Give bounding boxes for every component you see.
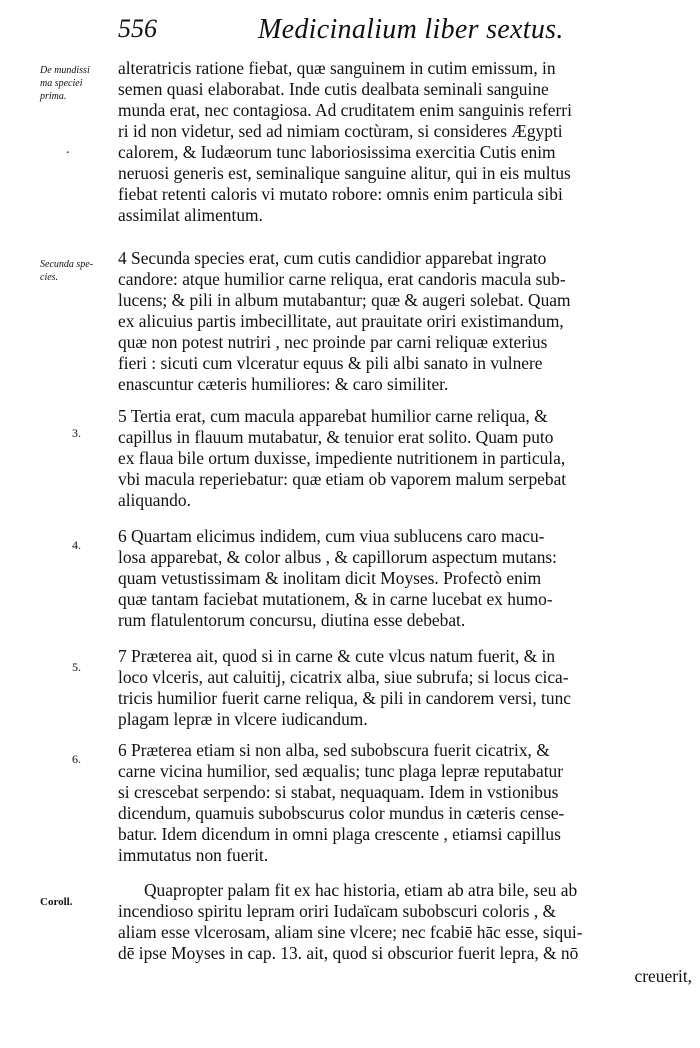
text-line: munda erat, nec contagiosa. Ad cruditatem enim sanguinis referri [118, 100, 572, 120]
text-line: loco vlceris, aut caluitij, cicatrix alba, siue subrufa; si locus cica- [118, 667, 569, 687]
margin-note-line: Secunda spe- [40, 259, 94, 270]
text-line: semen quasi elaborabat. Inde cutis dealbata seminali sanguine [118, 79, 549, 99]
text-line: assimilat alimentum. [118, 205, 263, 225]
text-line: aliquando. [118, 490, 191, 510]
text-line: candore: atque humilior carne reliqua, erat candoris macula sub- [118, 269, 566, 289]
text-line: enascuntur cæteris humiliores: & caro similiter. [118, 374, 449, 394]
paragraph-2 [118, 248, 693, 395]
text-line: batur. Idem dicendum in omni plaga crescente , etiamsi capillus [118, 824, 561, 844]
text-line: 6 Præterea etiam si non alba, sed subobscura fuerit cicatrix, & [118, 740, 550, 760]
page-number: 556 [118, 14, 157, 43]
margin-note-line: cies. [40, 272, 59, 283]
text-line: quæ non potest nutriri , nec proinde par carni reliquæ exterius [118, 332, 548, 352]
text-line: rum flatulentorum concursu, diutina esse debebat. [118, 610, 466, 630]
margin-note-line: De mundissi [40, 65, 90, 76]
page-header [118, 14, 688, 54]
paragraph-6 [118, 740, 693, 866]
text-line: quæ tantam faciebat mutationem, & in carne lucebat ex humo- [118, 589, 553, 609]
margin-number-6: 6. [72, 752, 81, 766]
text-line: 6 Quartam elicimus indidem, cum viua sublucens caro macu- [118, 526, 545, 546]
margin-note-first-species [40, 64, 115, 103]
margin-note-second-species [40, 258, 115, 284]
text-line: ri id non videtur, sed ad nimiam coctùram, si consideres Ægypti [118, 121, 563, 141]
catchword: creuerit, [634, 966, 692, 986]
margin-dot: . [66, 142, 70, 157]
text-line: capillus in flauum mutabatur, & tenuior erat solito. Quam puto [118, 427, 554, 447]
text-line: lucens; & pili in album mutabantur; quæ & augeri solebat. Quam [118, 290, 571, 310]
text-line: dicendum, quamuis subobscurus color mundus in cæteris cense- [118, 803, 565, 823]
margin-note-line: ma speciei [40, 78, 83, 89]
text-line: dē ipse Moyses in cap. 13. ait, quod si obscurior fuerit lepra, & nō [118, 943, 579, 963]
paragraph-7 [118, 880, 693, 964]
paragraph-1 [118, 58, 693, 226]
margin-number-4: 4. [72, 538, 81, 552]
text-line: immutatus non fuerit. [118, 845, 269, 865]
text-line: Quapropter palam fit ex hac historia, etiam ab atra bile, seu ab [144, 880, 578, 900]
text-line: 7 Præterea ait, quod si in carne & cute vlcus natum fuerit, & in [118, 646, 556, 666]
text-line: aliam esse vlcerosam, aliam sine vlcere; nec fcabiē hāc esse, siqui- [118, 922, 583, 942]
text-line: 4 Secunda species erat, cum cutis candidior apparebat ingrato [118, 248, 547, 268]
paragraph-5 [118, 646, 693, 730]
catchword-block [118, 966, 692, 987]
text-line: 5 Tertia erat, cum macula apparebat humilior carne reliqua, & [118, 406, 548, 426]
running-title: Medicinalium liber sextus. [258, 14, 564, 45]
margin-number-3: 3. [72, 426, 81, 440]
text-line: ex flaua bile ortum duxisse, impediente nutritionem in particula, [118, 448, 566, 468]
text-line: fieri : sicuti cum vlceratur equus & pili albi sanato in vulnere [118, 353, 543, 373]
text-line: alteratricis ratione fiebat, quæ sanguinem in cutim emissum, in [118, 58, 556, 78]
text-line: neruosi generis est, seminalique sanguine alitur, qui in eis multus [118, 163, 571, 183]
text-line: plagam lepræ in vlcere iudicandum. [118, 709, 368, 729]
paragraph-4 [118, 526, 693, 631]
paragraph-3 [118, 406, 693, 511]
text-line: calorem, & Iudæorum tunc laboriosissima exercitia Cutis enim [118, 142, 556, 162]
text-line: tricis humilior fuerit carne reliqua, & pili in candorem versi, tunc [118, 688, 571, 708]
text-line: quam vetustissimam & inolitam dicit Moyses. Profectò enim [118, 568, 542, 588]
text-line: si crescebat serpendo: si stabat, nequaquam. Idem in vstionibus [118, 782, 559, 802]
text-line: losa apparebat, & color albus , & capillorum aspectum mutans: [118, 547, 557, 567]
text-line: carne vicina humilior, sed æqualis; tunc plaga lepræ reputabatur [118, 761, 564, 781]
margin-note-corollary: Coroll. [40, 896, 73, 908]
text-line: incendioso spiritu lepram oriri Iudaïcam subobscuri coloris , & [118, 901, 557, 921]
text-line: fiebat retenti caloris vi mutato robore: omnis enim particula sibi [118, 184, 563, 204]
text-line: vbi macula reperiebatur: quæ etiam ob vaporem malum serpebat [118, 469, 567, 489]
margin-note-line: prima. [40, 91, 67, 102]
text-line: ex alicuius partis imbecillitate, aut prauitate oriri existimandum, [118, 311, 564, 331]
margin-number-5: 5. [72, 660, 81, 674]
